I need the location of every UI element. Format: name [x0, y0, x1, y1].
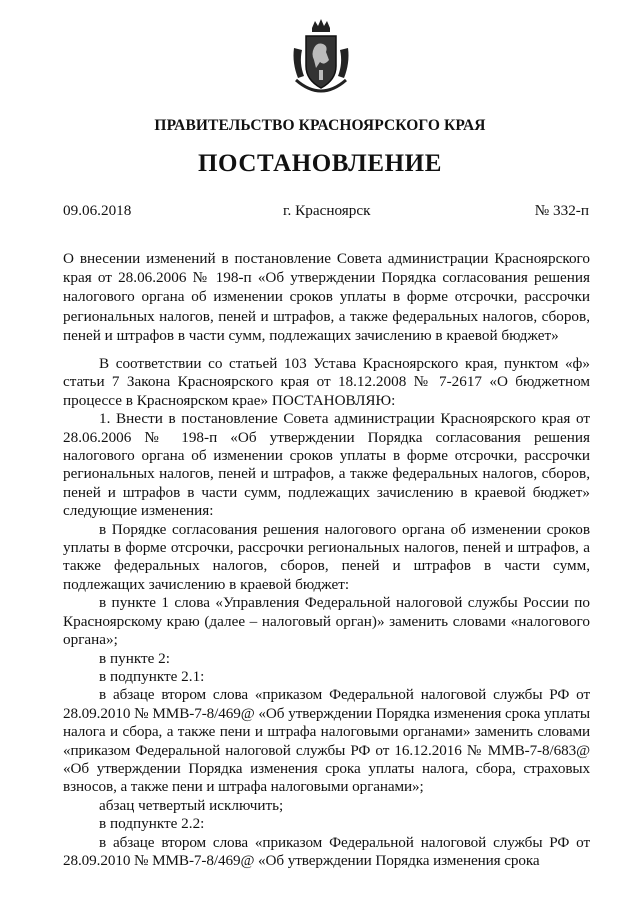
document-type-title: ПОСТАНОВЛЕНИЕ	[197, 150, 443, 177]
document-city: г. Красноярск	[283, 202, 371, 219]
government-name: ПРАВИТЕЛЬСТВО КРАСНОЯРСКОГО КРАЯ	[154, 117, 486, 134]
paragraph-abzac-4: абзац четвертый исключить;	[99, 796, 284, 814]
paragraph-subpoint-2-1-abzac-2: в абзаце втором слова «приказом Федеральной налоговой службы РФ от 28.09.2010 № ММВ-7-8/469@ «Об утверждении Порядка изменения срока уплаты налога и сбора, а также пени и штрафа налоговыми органами» заменить словами «приказом Федеральной налоговой службы РФ от 16.12.2016 № ММВ-7-8/683@ «Об утверждении Порядка изменения срока уплаты налога, сбора, страховых взносов, а также пени и штрафа налоговыми органами»;	[63, 686, 590, 796]
paragraph-procedure: в Порядке согласования решения налогового органа об изменении сроков уплаты в форме отсрочки, рассрочки региональных налогов, пеней и штрафов, а также федеральных налогов, сборов, пеней и штрафов в части сумм, подлежащих зачислению в краевой бюджет:	[63, 520, 590, 593]
paragraph-item-1: 1. Внести в постановление Совета администрации Красноярского края от 28.06.2006 № 198-п «Об утверждении Порядка согласования решения налогового органа об изменении сроков уплаты в форме отсрочки, рассрочки региональных налогов, пеней и штрафов, а также федеральных налогов, сборов, пеней и штрафов в части сумм, подлежащих зачислению в краевой бюджет» следующие изменения:	[63, 410, 590, 520]
paragraph-point-1: в пункте 1 слова «Управления Федеральной налоговой службы России по Красноярскому краю (далее – налоговый орган)» заменить словами «налогового органа»;	[63, 594, 590, 649]
document-number: № 332-п	[534, 202, 589, 219]
document-date: 09.06.2018	[63, 202, 132, 219]
coat-of-arms-icon	[290, 18, 352, 102]
paragraph-point-2: в пункте 2:	[99, 649, 170, 667]
document-subject: О внесении изменений в постановление Совета администрации Красноярского края от 28.06.2006 № 198-п «Об утверждении Порядка согласования решения налогового органа об изменении сроков уплаты в форме отсрочки, рассрочки региональных налогов, пеней и штрафов, а также федеральных налогов, сборов, пеней и штрафов в части сумм, подлежащих зачислению в краевой бюджет»	[63, 250, 590, 344]
paragraph-subpoint-2-2-abzac-2: в абзаце втором слова «приказом Федеральной налоговой службы РФ от 28.09.2010 № ММВ-7-8/469@ «Об утверждении Порядка изменения срока	[63, 833, 590, 869]
document-body	[63, 355, 590, 870]
paragraph-subpoint-2-2: в подпункте 2.2:	[99, 815, 205, 833]
paragraph-preamble: В соответствии со статьей 103 Устава Красноярского края, пунктом «ф» статьи 7 Закона Красноярского края от 18.12.2008 № 7-2617 «О бюджетном процессе в Красноярском крае» ПОСТАНОВЛЯЮ:	[63, 355, 590, 409]
paragraph-subpoint-2-1: в подпункте 2.1:	[99, 667, 205, 685]
document-meta	[63, 202, 589, 222]
